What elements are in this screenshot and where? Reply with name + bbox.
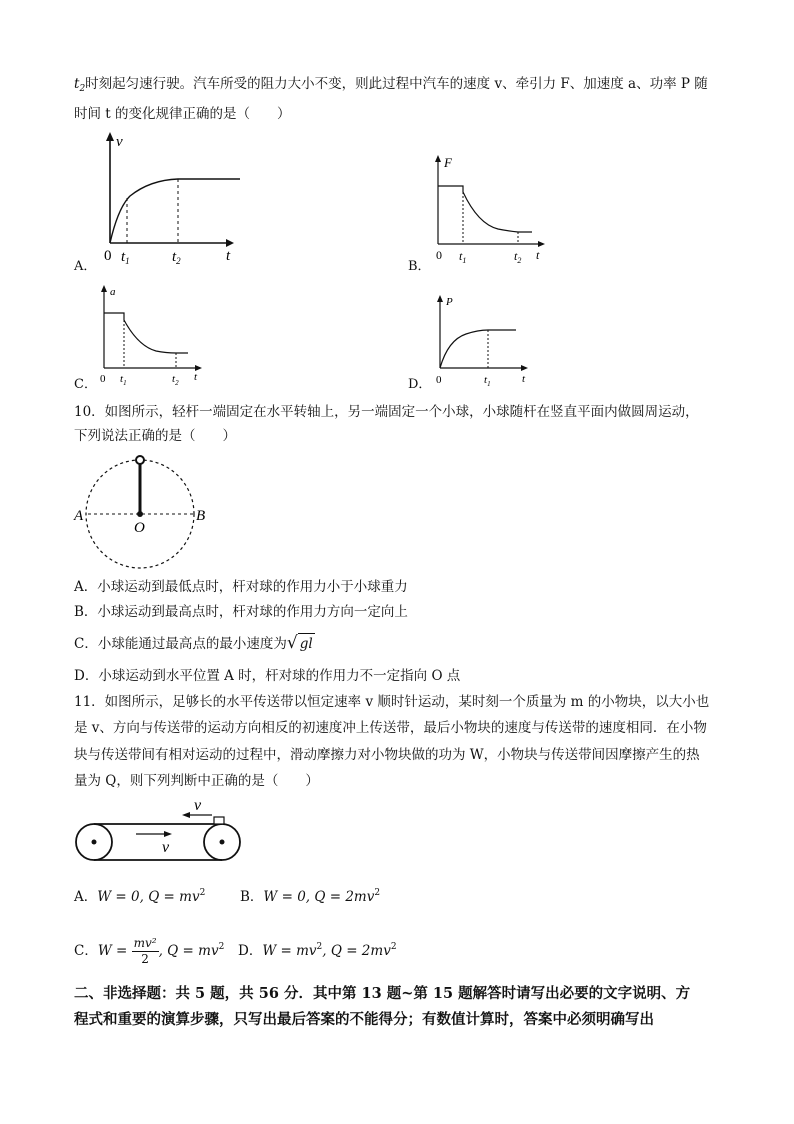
part2-heading-line2: 程式和重要的演算步骤，只写出最后答案的不能得分；有数值计算时，答案中必须明确写出: [74, 1011, 654, 1028]
graph-a-t1: $t_1$: [121, 249, 130, 266]
q10-point-b: B: [196, 508, 206, 524]
graph-b-ylabel: F: [444, 155, 452, 170]
q9-t2-symbol: $t_2$: [74, 76, 86, 94]
q11-stem-line4: 量为 Q，则下列判断中正确的是（ ）: [74, 773, 319, 789]
graph-b-xlabel: t: [536, 248, 540, 262]
graph-c-t2: $t_2$: [172, 373, 179, 386]
q10-option-b: B．小球运动到最高点时，杆对球的作用力方向一定向上: [74, 604, 408, 620]
q10-option-c: C．小球能通过最高点的最小速度为√ gl: [74, 633, 313, 653]
graph-c-acceleration: [96, 282, 208, 386]
q11-option-d: D．$W = mv^2$, $Q = 2mv^2$: [238, 942, 397, 959]
graph-d-t1: $t_1$: [484, 374, 491, 386]
graph-d-origin: 0: [436, 374, 442, 386]
q9-option-a-label: A．: [74, 259, 97, 274]
q10-option-a: A．小球运动到最低点时，杆对球的作用力小于小球重力: [74, 579, 408, 595]
q11-option-a: A．W = 0, $Q = mv^2$: [74, 888, 206, 905]
graph-a-t2: $t_2$: [172, 249, 181, 266]
q11-option-b: B．W = 0, $Q = 2mv^2$: [240, 888, 381, 905]
part2-heading-line1: 二、非选择题：共 5 题，共 56 分．其中第 13 题~第 15 题解答时请写出必要的文字说明、方: [74, 985, 691, 1002]
q11-conveyor-figure: [74, 796, 244, 866]
q9-stem-line2: 时间 t 的变化规律正确的是（ ）: [74, 106, 291, 122]
graph-d-ylabel: P: [446, 296, 453, 308]
graph-d-xlabel: t: [522, 373, 526, 385]
q10-option-d: D．小球运动到水平位置 A 时，杆对球的作用力不一定指向 O 点: [74, 668, 461, 684]
graph-b-force: [430, 152, 550, 266]
q11-stem-line2: 是 v、方向与传送带的运动方向相反的初速度冲上传送带，最后小物块的速度与传送带的速度相同．在小物: [74, 720, 707, 736]
graph-d-power: [430, 292, 534, 386]
q10-stem-line1: 10．如图所示，轻杆一端固定在水平转轴上，另一端固定一个小球，小球随杆在竖直平面内做圆周运动，: [74, 404, 699, 420]
q9-option-b-label: B．: [408, 259, 431, 274]
q11-stem-line1: 11．如图所示，足够长的水平传送带以恒定速率 v 顺时针运动，某时刻一个质量为 m 的小物块，以大小也: [74, 694, 710, 710]
graph-c-xlabel: t: [194, 371, 198, 383]
q9-option-c-label: C．: [74, 377, 97, 392]
q11-option-c: C．W = $\frac{\text{mv²}}{2}$ , $Q = mv^2$: [74, 936, 225, 966]
q11-option-c-fraction: $\frac{\text{mv²}}{2}$: [133, 936, 157, 966]
graph-b-origin: 0: [436, 248, 442, 262]
graph-a-origin: 0: [104, 248, 112, 264]
q10-point-a: A: [74, 508, 84, 524]
q11-belt-velocity-label: v: [162, 839, 170, 856]
q10-point-o: O: [134, 520, 145, 536]
graph-a-ylabel: v: [116, 134, 123, 150]
graph-b-t2: $t_2$: [514, 249, 522, 265]
q9-stem-line1: $t_2$时刻起匀速行驶。汽车所受的阻力大小不变，则此过程中汽车的速度 v、牵引力 F、加速度 a、功率 P 随: [74, 76, 708, 94]
q10-stem-line2: 下列说法正确的是（ ）: [74, 428, 236, 444]
graph-a-xlabel: t: [226, 248, 231, 264]
graph-c-t1: $t_1$: [120, 373, 127, 386]
q11-block-velocity-label: v: [194, 797, 202, 814]
graph-c-ylabel: a: [110, 286, 116, 298]
graph-b-t1: $t_1$: [459, 249, 467, 265]
graph-c-origin: 0: [100, 373, 106, 385]
q10-sqrt-expr: gl: [298, 633, 315, 654]
q9-option-d-label: D．: [408, 377, 432, 392]
graph-a-velocity: [100, 128, 240, 268]
q11-stem-line3: 块与传送带间有相对运动的过程中，滑动摩擦力对小物块做的功为 W，小物块与传送带间因摩擦产生的热: [74, 747, 700, 763]
q10-circle-figure: [70, 450, 220, 580]
